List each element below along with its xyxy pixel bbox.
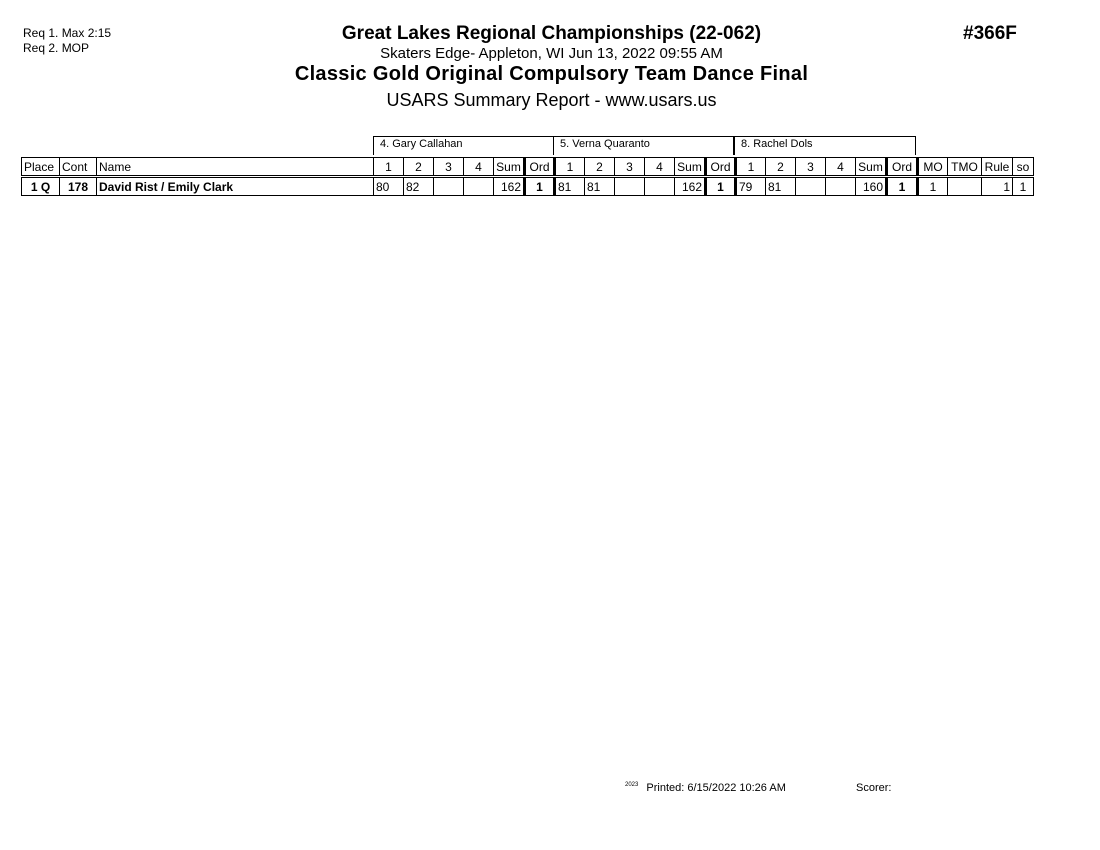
j3-ord-cell: 1 — [887, 177, 918, 196]
j1-score-4-cell — [464, 177, 494, 196]
col-j2-score-2: 2 — [585, 158, 615, 177]
j2-sum-cell: 162 — [675, 177, 706, 196]
footer-scorer: Scorer: — [856, 782, 892, 794]
col-name: Name — [97, 158, 374, 177]
judge-header-2: 5. Verna Quaranto — [553, 136, 734, 155]
rule-cell: 1 — [982, 177, 1013, 196]
j1-sum-cell: 162 — [494, 177, 525, 196]
col-j3-score-1: 1 — [736, 158, 766, 177]
report-title: USARS Summary Report - www.usars.us — [386, 90, 717, 110]
col-j1-sum: Sum — [494, 158, 525, 177]
j3-score-2-cell: 81 — [766, 177, 796, 196]
col-j1-score-3: 3 — [434, 158, 464, 177]
col-j1-score-4: 4 — [464, 158, 494, 177]
j1-score-2-cell: 82 — [404, 177, 434, 196]
skater-name-cell: David Rist / Emily Clark — [97, 177, 374, 196]
col-j2-score-4: 4 — [645, 158, 675, 177]
table-row — [22, 177, 1034, 196]
col-rule: Rule — [982, 158, 1013, 177]
col-j3-score-4: 4 — [826, 158, 856, 177]
col-tmo: TMO — [948, 158, 982, 177]
col-j2-score-1: 1 — [555, 158, 585, 177]
footer-code: 2023 — [625, 782, 639, 788]
competition-title: Great Lakes Regional Championships (22-062) — [341, 23, 762, 44]
table-header-row — [22, 158, 1034, 177]
col-cont: Cont — [60, 158, 97, 177]
event-title: Classic Gold Original Compulsory Team Dance Final — [294, 63, 809, 85]
j3-score-1-cell: 79 — [736, 177, 766, 196]
event-number: #366F — [963, 23, 1017, 44]
col-j3-score-3: 3 — [796, 158, 826, 177]
col-j2-ord: Ord — [706, 158, 736, 177]
col-j2-score-3: 3 — [615, 158, 645, 177]
col-j3-ord: Ord — [887, 158, 918, 177]
col-mo: MO — [918, 158, 948, 177]
cont-cell: 178 — [60, 177, 97, 196]
j2-score-1-cell: 81 — [555, 177, 585, 196]
j2-ord-cell: 1 — [706, 177, 736, 196]
j2-score-3-cell — [615, 177, 645, 196]
so-cell: 1 — [1013, 177, 1034, 196]
results-table — [21, 157, 1034, 196]
j3-sum-cell: 160 — [856, 177, 887, 196]
col-place: Place — [22, 158, 60, 177]
j3-score-4-cell — [826, 177, 856, 196]
col-j3-sum: Sum — [856, 158, 887, 177]
tmo-cell — [948, 177, 982, 196]
j1-ord-cell: 1 — [525, 177, 555, 196]
j2-score-4-cell — [645, 177, 675, 196]
col-j1-score-2: 2 — [404, 158, 434, 177]
j1-score-3-cell — [434, 177, 464, 196]
judge-header-3: 8. Rachel Dols — [734, 136, 916, 155]
judge-header-1: 4. Gary Callahan — [373, 136, 554, 155]
col-j3-score-2: 2 — [766, 158, 796, 177]
j3-score-3-cell — [796, 177, 826, 196]
col-j1-ord: Ord — [525, 158, 555, 177]
mo-cell: 1 — [918, 177, 948, 196]
j1-score-1-cell: 80 — [374, 177, 404, 196]
col-j2-sum: Sum — [675, 158, 706, 177]
j2-score-2-cell: 81 — [585, 177, 615, 196]
col-j1-score-1: 1 — [374, 158, 404, 177]
location-datetime: Skaters Edge- Appleton, WI Jun 13, 2022 09:55 AM — [380, 45, 723, 62]
footer-printed — [625, 782, 786, 794]
printed-timestamp: Printed: 6/15/2022 10:26 AM — [646, 782, 786, 794]
requirement-2: Req 2. MOP — [23, 41, 90, 55]
place-cell: 1 Q — [22, 177, 60, 196]
requirement-1: Req 1. Max 2:15 — [23, 26, 112, 40]
col-so: so — [1013, 158, 1034, 177]
